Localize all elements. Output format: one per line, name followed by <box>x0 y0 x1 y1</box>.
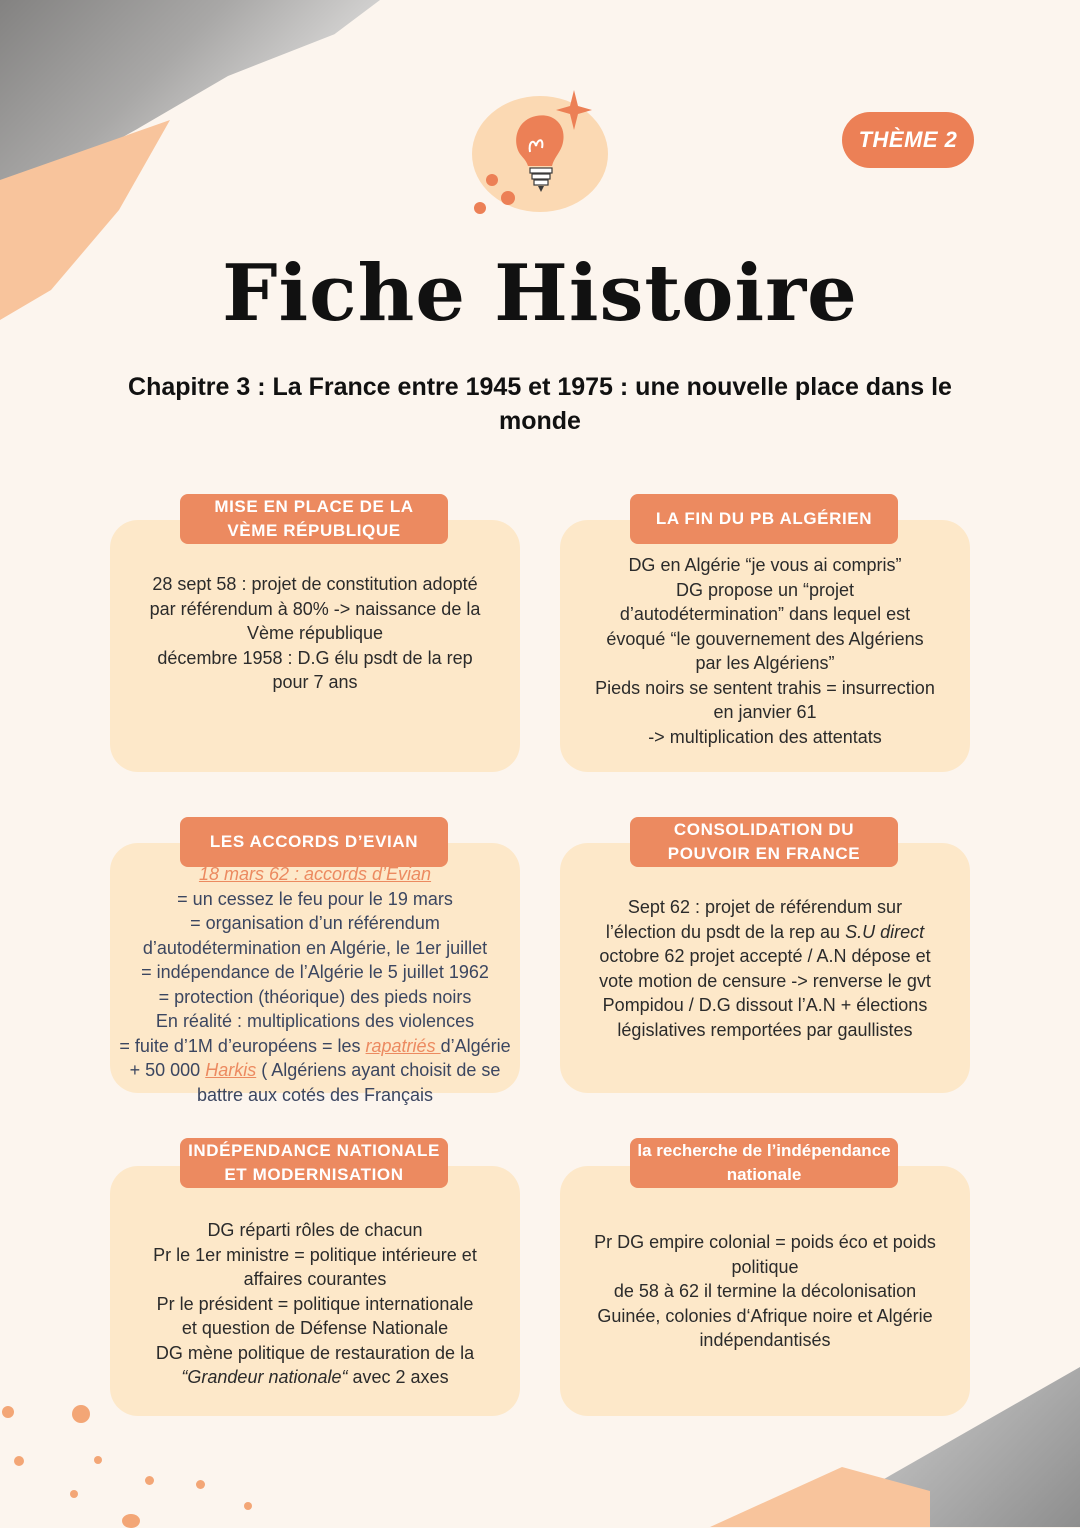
decor-dot <box>122 1514 140 1528</box>
card-text-line: législatives remportées par gaullistes <box>617 1019 913 1040</box>
text-fragment: S.U direct <box>845 921 925 942</box>
card-body-accords-evian <box>110 862 520 1107</box>
card-label-independance-modernisation <box>180 1138 448 1188</box>
decor-dot <box>94 1456 102 1464</box>
harkis-link[interactable]: Harkis <box>205 1060 257 1080</box>
card-body-fin-pb-algerien <box>570 553 960 749</box>
card-label-line: ET MODERNISATION <box>224 1165 404 1184</box>
chapter-title: Chapitre 3 : La France entre 1945 et 1975 : une nouvelle place dans le monde <box>128 373 952 435</box>
card-text-line: d’autodétermination en Algérie, le 1er juillet <box>142 937 488 958</box>
card-label-line: MISE EN PLACE DE LA <box>214 497 414 516</box>
card-text-line: = indépendance de l’Algérie le 5 juillet 1962 <box>141 962 489 982</box>
card-text-line: affaires courantes <box>243 1269 387 1289</box>
card-text-line: En réalité : multiplications des violences <box>155 1011 475 1031</box>
card-text-line: en janvier 61 <box>713 702 817 722</box>
evian-date-link[interactable]: 18 mars 62 : accords d’Evian <box>198 864 432 884</box>
card-text-line <box>110 1034 520 1059</box>
card-text-line: politique <box>731 1256 799 1277</box>
text-fragment: “Grandeur nationale“ <box>181 1367 348 1387</box>
card-text-line: 28 sept 58 : projet de constitution adopté <box>152 574 478 594</box>
card-text-line: Sept 62 : projet de référendum sur <box>627 897 903 917</box>
card-body-recherche-independance <box>570 1230 960 1353</box>
card-label-accords-evian <box>180 817 448 867</box>
text-fragment: + 50 000 <box>129 1060 206 1080</box>
card-body-consolidation <box>570 895 960 1042</box>
decor-dot <box>196 1480 205 1489</box>
card-text-line: = organisation d’un référendum <box>190 913 440 933</box>
card-text-line: Pr le 1er ministre = politique intérieure et <box>153 1244 477 1265</box>
card-text-line: Vème république <box>246 623 384 643</box>
card-text-line: vote motion de censure -> renverse le gvt <box>599 970 931 991</box>
decor-dot <box>145 1476 154 1485</box>
card-text-line <box>120 1365 510 1390</box>
card-text-line <box>570 920 960 945</box>
card-text-line: DG propose un “projet <box>675 579 855 600</box>
card-text-line: indépendantisés <box>699 1330 831 1350</box>
decor-dot <box>2 1406 14 1418</box>
card-text-line: par les Algériens” <box>695 653 835 673</box>
card-label-line: POUVOIR EN FRANCE <box>667 844 861 863</box>
card-label-line: LA FIN DU PB ALGÉRIEN <box>655 509 873 528</box>
text-fragment: ( Algériens ayant choisit de se <box>256 1060 501 1080</box>
card-label-consolidation <box>630 817 898 867</box>
card-text-line: = un cessez le feu pour le 19 mars <box>177 888 453 909</box>
card-text-line: DG en Algérie “je vous ai compris” <box>628 555 902 575</box>
card-text-line: par référendum à 80% -> naissance de la <box>149 598 481 619</box>
card-text-line: de 58 à 62 il termine la décolonisation <box>613 1281 917 1301</box>
rapatries-link[interactable]: rapatriés <box>365 1035 441 1056</box>
card-label-line: INDÉPENDANCE NATIONALE <box>188 1141 440 1160</box>
card-body-5e-republique <box>120 572 510 695</box>
card-text-line: Pr DG empire colonial = poids éco et poids <box>594 1232 936 1252</box>
card-text-line: pour 7 ans <box>272 672 358 692</box>
page-title: Fiche Histoire <box>222 248 858 339</box>
card-text-line: Pompidou / D.G dissout l’A.N + élections <box>602 995 928 1015</box>
text-fragment: l’élection du psdt de la rep au <box>605 921 846 942</box>
card-text-line: DG réparti rôles de chacun <box>207 1220 423 1240</box>
card-text-line: d’autodétermination” dans lequel est <box>619 604 911 624</box>
text-fragment: d’Algérie <box>440 1035 511 1056</box>
card-label-5e-republique <box>180 494 448 544</box>
card-label-line: LES ACCORDS D’EVIAN <box>209 832 419 851</box>
card-text-line: octobre 62 projet accepté / A.N dépose et <box>599 946 931 966</box>
decor-dot <box>244 1502 252 1510</box>
card-label-line: CONSOLIDATION DU <box>673 820 855 839</box>
decor-dot <box>70 1490 78 1498</box>
card-text-line: Guinée, colonies d‘Afrique noire et Algérie <box>597 1305 933 1326</box>
card-label-line: VÈME RÉPUBLIQUE <box>227 521 401 540</box>
card-text-line: DG mène politique de restauration de la <box>155 1342 475 1363</box>
card-label-fin-pb-algerien <box>630 494 898 544</box>
card-text-line: et question de Défense Nationale <box>181 1318 449 1338</box>
card-text-line: Pr le président = politique internationale <box>156 1293 474 1314</box>
decor-dot <box>14 1456 24 1466</box>
theme-badge: THÈME 2 <box>842 112 974 168</box>
card-text-line: -> multiplication des attentats <box>648 726 882 747</box>
text-fragment: = fuite d’1M d’européens = les <box>119 1035 366 1056</box>
card-text-line: Pieds noirs se sentent trahis = insurrection <box>595 677 935 698</box>
card-text-line: décembre 1958 : D.G élu psdt de la rep <box>157 647 473 668</box>
card-label-recherche-independance <box>630 1138 898 1188</box>
card-text-line: = protection (théorique) des pieds noirs <box>158 986 472 1007</box>
lightbulb-icon <box>468 86 618 216</box>
card-label-line: la recherche de l’indépendance <box>637 1141 891 1160</box>
card-label-line: nationale <box>726 1165 802 1184</box>
text-fragment: avec 2 axes <box>347 1367 449 1387</box>
card-text-line <box>110 1058 520 1083</box>
card-text-line: battre aux cotés des Français <box>196 1084 434 1105</box>
card-body-independance-modernisation <box>120 1218 510 1390</box>
decor-dot <box>72 1405 90 1423</box>
card-text-line: évoqué “le gouvernement des Algériens <box>606 628 924 649</box>
